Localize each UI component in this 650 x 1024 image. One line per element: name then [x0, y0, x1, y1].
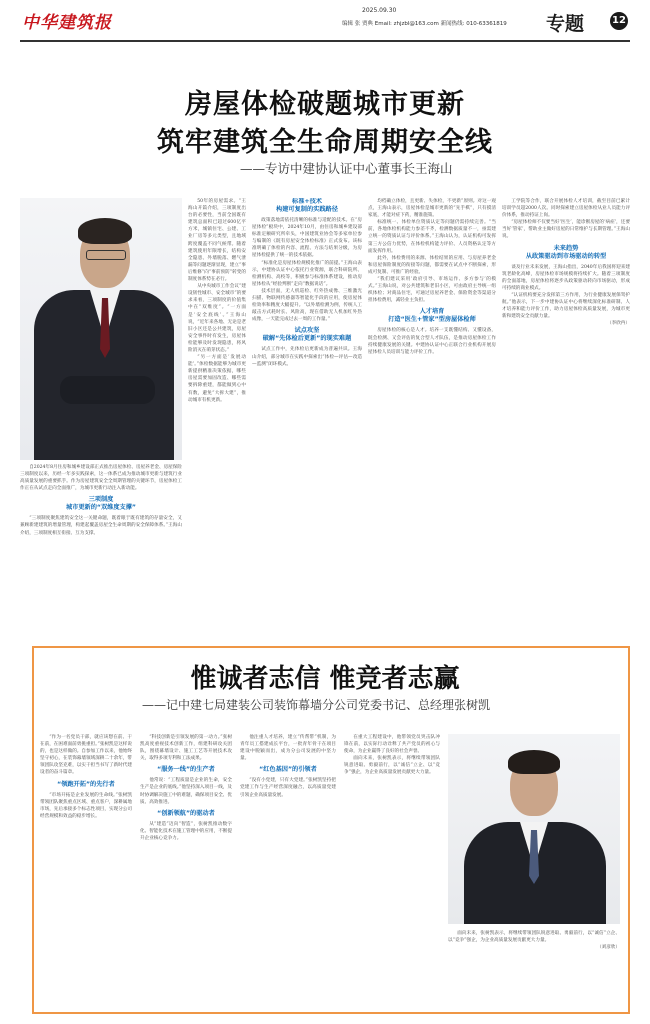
- lead-title-line1: 房屋体检破题城市更新: [185, 89, 465, 120]
- author-credit: （刘彦欣）: [597, 945, 620, 951]
- feature-column-5: [448, 930, 620, 1008]
- feature-subtitle: ——记中建七局建装公司装饰幕墙分公司党委书记、总经理张树凯: [142, 698, 491, 712]
- lead-title-line2: 筑牢建筑全生命周期安全线: [157, 127, 493, 158]
- lead-column-3: [252, 198, 362, 640]
- paragraph: “认证机构要充分发挥第三方作用，为行业健康发展保驾护航。”他表示，下一步中建协认证中心将继续深化标准研制、人才培养和能力评价工作，助力房屋体检高质量发展，为城市更新和建筑安全贡献力量。: [502, 292, 630, 320]
- editor-line: 编辑 张 贾典 Email: zhjzbl@163.com 新闻热线: 010-63361819: [342, 21, 507, 27]
- page-header: [0, 0, 650, 44]
- paragraph: 均档确立体检，且更新、失体检，不更新”原则。对这一观点，王海山表示，房屋体检是城市更新的“先手棋”，只有摸清家底，才能对症下药，精准施策。: [368, 199, 496, 219]
- feature-column-2: [140, 734, 232, 1008]
- paragraph: “市场开拓是企业发展的生命线。”张树凯带领团队聚焦重点区域、重点客户，深耕属地市场，先后承接多个标志性项目，实现分公司经营规模和效益的稳步增长。: [40, 792, 132, 819]
- section-heading: 标准+技术 构建可复制的实践路径: [276, 198, 338, 213]
- paragraph: “作为一名党员干部，就应该想在前、干在前，在困难面前勇挑重担。”张树凯是这样说的，也是这样做的。自参加工作以来，他始终坚守初心，在装饰幕墙领域深耕二十余年，带领团队攻坚克难，以实干担当书写了新时代建设者的奋斗篇章。: [40, 735, 132, 776]
- feature-column-4: [344, 734, 440, 1008]
- feature-column-1: [40, 734, 132, 1008]
- paragraph: 从“建造”迈向“智造”，张树凯推动数字化、智能化技术在施工管理中的应用，不断提升企业核心竞争力。: [140, 821, 232, 841]
- author-credit: （李欣冉）: [607, 321, 630, 327]
- paragraph: “三项制度聚焦建筑安全这一关键命题，既着眼于既有建筑的存量安全，又兼顾新建建筑的增量管理，构建起覆盖房屋全生命周期的安全保障体系。”王海山介绍，三项制度相互衔接、互为支撑。: [20, 516, 182, 536]
- paragraph: 从中央城市工作会议“建设韧性城市、安全城市”的要求来看，三项制度的价值集中在“双维度”。“一方面是‘安全底线’。”王海山说，“近年来各地、无论是老旧小区还是公共建筑，房屋安全事件时有发生，房屋体检能够及时发现隐患，将风险消灭在萌芽状态。”: [188, 284, 246, 353]
- section-heading: 人才培育 打造“医生+管家”型房屋体检师: [388, 308, 476, 324]
- paragraph: 标准统一、体检单位资质认定等问题仍需持续完善。“当前，各地体检机构能力参差不齐，检测数据质量不一，亟需建立统一的资质认证与评价体系。”王海山认为，认证机构可发挥第三方公信力优势，在体检机构能力评价、人员资格认定等方面发挥作用。: [368, 220, 496, 254]
- paragraph: 此外，体检费用的来源、体检结果的应用、与房屋养老金和房屋保险制度的衔接等问题，都需要在试点中不断探索，形成可复制、可推广的经验。: [368, 255, 496, 275]
- paragraph: 自2024年8月住房和城乡建设部正式推出房屋体检、房屋养老金、房屋保险三项制度以来，历经一年多实践探索，这一体系已成为推动城市更新与建筑行业高质量发展的重要抓手。作为房屋建筑安全全周期管理的关键环节，房屋体检工作正在从试点走向全面推广，为城市更新行动注入新动能。: [20, 465, 182, 492]
- newspaper-logo: 中华建筑报: [22, 13, 112, 33]
- paragraph: 他注重人才培养，建立“传帮带”机制，为青年员工搭建成长平台，一批青年骨干在项目建设中脱颖而出，成为分公司发展的中坚力量。: [240, 735, 336, 762]
- page-number: 12: [610, 12, 628, 30]
- paragraph: 在重大工程建设中，他带领党员突击队冲锋在前，以实际行动诠释了共产党员的初心与使命，为企业赢得了良好的社会声誉。: [344, 735, 440, 755]
- paragraph: 谈及行业未来发展，王海山指出，2040年后我国将迎来建筑老龄化高峰，房屋体检市场规模将持续扩大。随着三项制度的全面落地，房屋体检将逐步从政策驱动转向市场驱动，形成可持续的商业模式。: [502, 264, 630, 291]
- paragraph: 试点工作中，先体检后更新成为普遍共识。王海山介绍，部分城市在实践中探索出“体检—评估—改造—监测”闭环模式。: [252, 347, 362, 367]
- section-title: 专题: [546, 13, 585, 35]
- paragraph: 技术层面，无人机巡检、红外热成像、三维激光扫描、物联网传感器等智能化手段的应用，使房屋体检效率和精度大幅提升。“以外墙检测为例，传统人工敲击方式耗时长、风险高，现在借助无人机加红外热成像，一天能完成过去一周的工作量。”: [252, 288, 362, 323]
- header-rule: [20, 40, 630, 42]
- paragraph: 工学院等合作，联合开展体检人才培训，截至目前已累计培训学员超2000人次。同时探索建立房屋体检从业人员能力评价体系，推动持证上岗。: [502, 199, 630, 219]
- section-heading: 未来趋势 从政策驱动到市场驱动的转型: [525, 244, 607, 260]
- paragraph: 房屋体检的核心是人才。培养一支既懂结构、又懂设备，既会检测、又会评估的复合型人才队伍，是推动房屋体检工作持续健康发展的关键。中建协认证中心正联合行业机构开展房屋体检人员培训与能力评价工作。: [368, 328, 496, 355]
- paragraph: “另一方面是‘发展动能’。”体检数据能够为城市更新提供精准决策依据，哪些房屋需要加固改造、哪些需要拆除重建，都能做到心中有数，避免“大拆大建”，推动城市有机更新。: [188, 355, 246, 403]
- section-heading: 试点攻坚 破解“先体检后更新”的现实难题: [262, 327, 352, 343]
- feature-column-3: [240, 734, 336, 1008]
- lead-subtitle: ——专访中建协认证中心董事长王海山: [240, 161, 453, 176]
- section-heading: “服务一线”的生产者: [157, 766, 215, 774]
- issue-date: 2025.09.30: [362, 7, 397, 14]
- paragraph: “我们建议采用‘政府引导、市场运作、多方参与’的模式。”王海山说，对公共建筑和老旧小区，可由政府主导统一组织体检；对商品住宅，可通过房屋养老金、保险资金等渠道分担体检费用，减轻业主负担。: [368, 277, 496, 304]
- paragraph: “科技创新是引领发展的第一动力。”张树凯高度重视技术创新工作，组建科研攻关团队，围绕幕墙设计、施工工艺等开展技术攻关，取得多项专利和工法成果。: [140, 735, 232, 762]
- lead-column-1: [20, 464, 182, 640]
- lead-column-2: [188, 198, 246, 640]
- feature-title: 惟诚者志信 惟竞者志赢: [190, 664, 460, 694]
- paragraph: “房屋体检师不仅要当好‘医生’，能诊断房屋的‘病症’，还要当好‘管家’，帮助业主做好房屋的日常维护与长期管理。”王海山说。: [502, 220, 630, 240]
- section-heading: 三项制度 城市更新的“双维度支撑”: [65, 496, 136, 512]
- paragraph: 面向未来，张树凯表示，将继续带领团队锐意进取、勇毅前行，以“诚信”立企、以“竞争”强企，为企业高质量发展贡献更大力量。: [448, 931, 620, 944]
- paragraph: 面向未来，张树凯表示，将继续带领团队锐意进取、勇毅前行，以“诚信”立企、以“竞争”强企，为企业高质量发展贡献更大力量。: [344, 756, 440, 776]
- paragraph: “标准化是房屋体检规模化推广的前提。”王海山表示，中建协认证中心依托行业资源，联合科研院所、检测机构、高校等，积极参与标准体系建设，推动房屋体检从“经验判断”走向“数据说话”。: [252, 260, 362, 287]
- lead-column-4: [368, 198, 496, 640]
- paragraph: 政策落地需依托清晰的标准与适配的技术。在“房屋体检”板块中，2024年10月，由住房和城乡建设部标准定额研究所牵头，中国建筑业协会等多家单位参与编制的《既有房屋安全体检标准》正式发布。该标准明确了体检的内容、流程、方法与结果分级，为房屋体检提供了统一的技术依据。: [252, 218, 362, 259]
- section-heading: “领跑开拓”的先行者: [57, 780, 115, 788]
- interviewee-photo: [20, 198, 182, 460]
- section-heading: “红色基因”的引领者: [259, 766, 317, 774]
- lead-column-5: [502, 198, 630, 640]
- paragraph: 50年的房屋需求。“王海山开篇介绍，三项制度出台的必要性，当前全国既有建筑总面积已超过600亿平方米，城镇住宅、公建、工业厂房等多元类型，且地域跨度覆盖不同气候带。随着建筑使用年限增长，结构安全隐患、外墙脱落、燃气泄漏等问题逐渐显现，建立“事后维修”向“事前预防”转变的制度体系势在必行。: [188, 199, 246, 283]
- paragraph: 他常说：“工程质量是企业的生命，安全生产是企业的底线。”他坚持深入项目一线，及时协调解决施工中的难题，确保项目安全、优质、高效推进。: [140, 778, 232, 805]
- paragraph: “没有小党建，只有大党建。”张树凯坚持把党建工作与生产经营深度融合，以高质量党建引领企业高质量发展。: [240, 778, 336, 798]
- section-heading: “创新领航”的驱动者: [157, 809, 215, 817]
- profile-photo: [448, 734, 620, 924]
